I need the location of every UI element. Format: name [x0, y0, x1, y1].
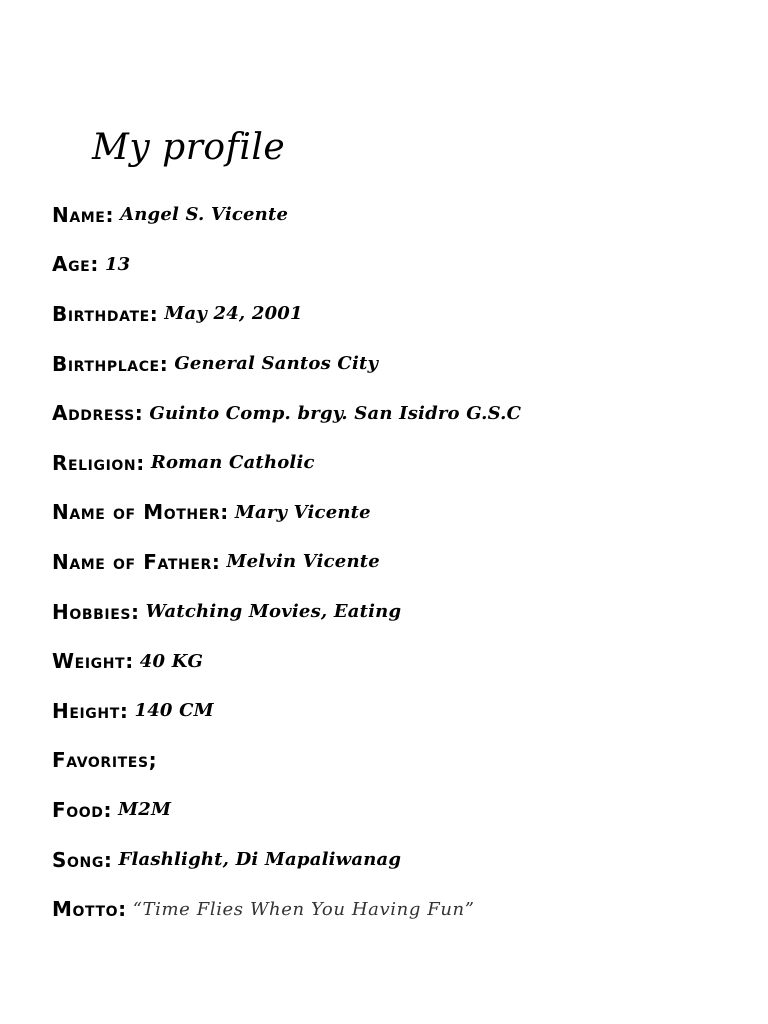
field-label: Age:: [52, 252, 99, 277]
field-value: Roman Catholic: [150, 452, 315, 474]
field-value: Flashlight, Di Mapaliwanag: [118, 849, 402, 871]
field-value: Watching Movies, Eating: [145, 601, 402, 623]
field-value: General Santos City: [174, 353, 379, 375]
field-mother-name: [52, 488, 752, 538]
profile-fields: [52, 190, 752, 934]
field-weight: [52, 636, 752, 686]
field-value: 13: [104, 253, 131, 275]
field-favorites: [52, 736, 752, 786]
field-label: Address:: [52, 401, 144, 426]
field-label: Name:: [52, 202, 115, 227]
field-value: M2M: [118, 799, 172, 821]
field-label: Food:: [52, 797, 113, 822]
field-motto: [52, 884, 752, 934]
field-label: Name of Mother:: [52, 500, 229, 525]
field-label: Birthplace:: [52, 351, 169, 376]
field-label: Name of Father:: [52, 549, 221, 574]
field-age: [52, 240, 752, 290]
field-name: [52, 190, 752, 240]
field-value: 40 KG: [139, 650, 204, 672]
field-hobbies: [52, 587, 752, 637]
field-address: [52, 388, 752, 438]
field-label: Song:: [52, 847, 113, 872]
field-label: Motto:: [52, 897, 127, 922]
field-father-name: [52, 537, 752, 587]
field-birthdate: [52, 289, 752, 339]
field-label: Birthdate:: [52, 301, 159, 326]
field-height: [52, 686, 752, 736]
page-title: My profile: [92, 127, 286, 168]
field-song: [52, 835, 752, 885]
field-value: Angel S. Vicente: [120, 204, 289, 226]
field-label: Height:: [52, 698, 129, 723]
field-value: 140 CM: [134, 700, 214, 722]
field-value: “Time Flies When You Having Fun”: [132, 898, 475, 920]
field-food: [52, 785, 752, 835]
field-religion: [52, 438, 752, 488]
field-value: May 24, 2001: [164, 303, 303, 325]
field-birthplace: [52, 339, 752, 389]
field-label: Favorites;: [52, 748, 158, 773]
field-value: Melvin Vicente: [226, 551, 380, 573]
field-label: Hobbies:: [52, 599, 140, 624]
field-label: Religion:: [52, 450, 145, 475]
field-value: Mary Vicente: [234, 501, 371, 523]
field-value: Guinto Comp. brgy. San Isidro G.S.C: [149, 402, 522, 424]
field-label: Weight:: [52, 649, 134, 674]
